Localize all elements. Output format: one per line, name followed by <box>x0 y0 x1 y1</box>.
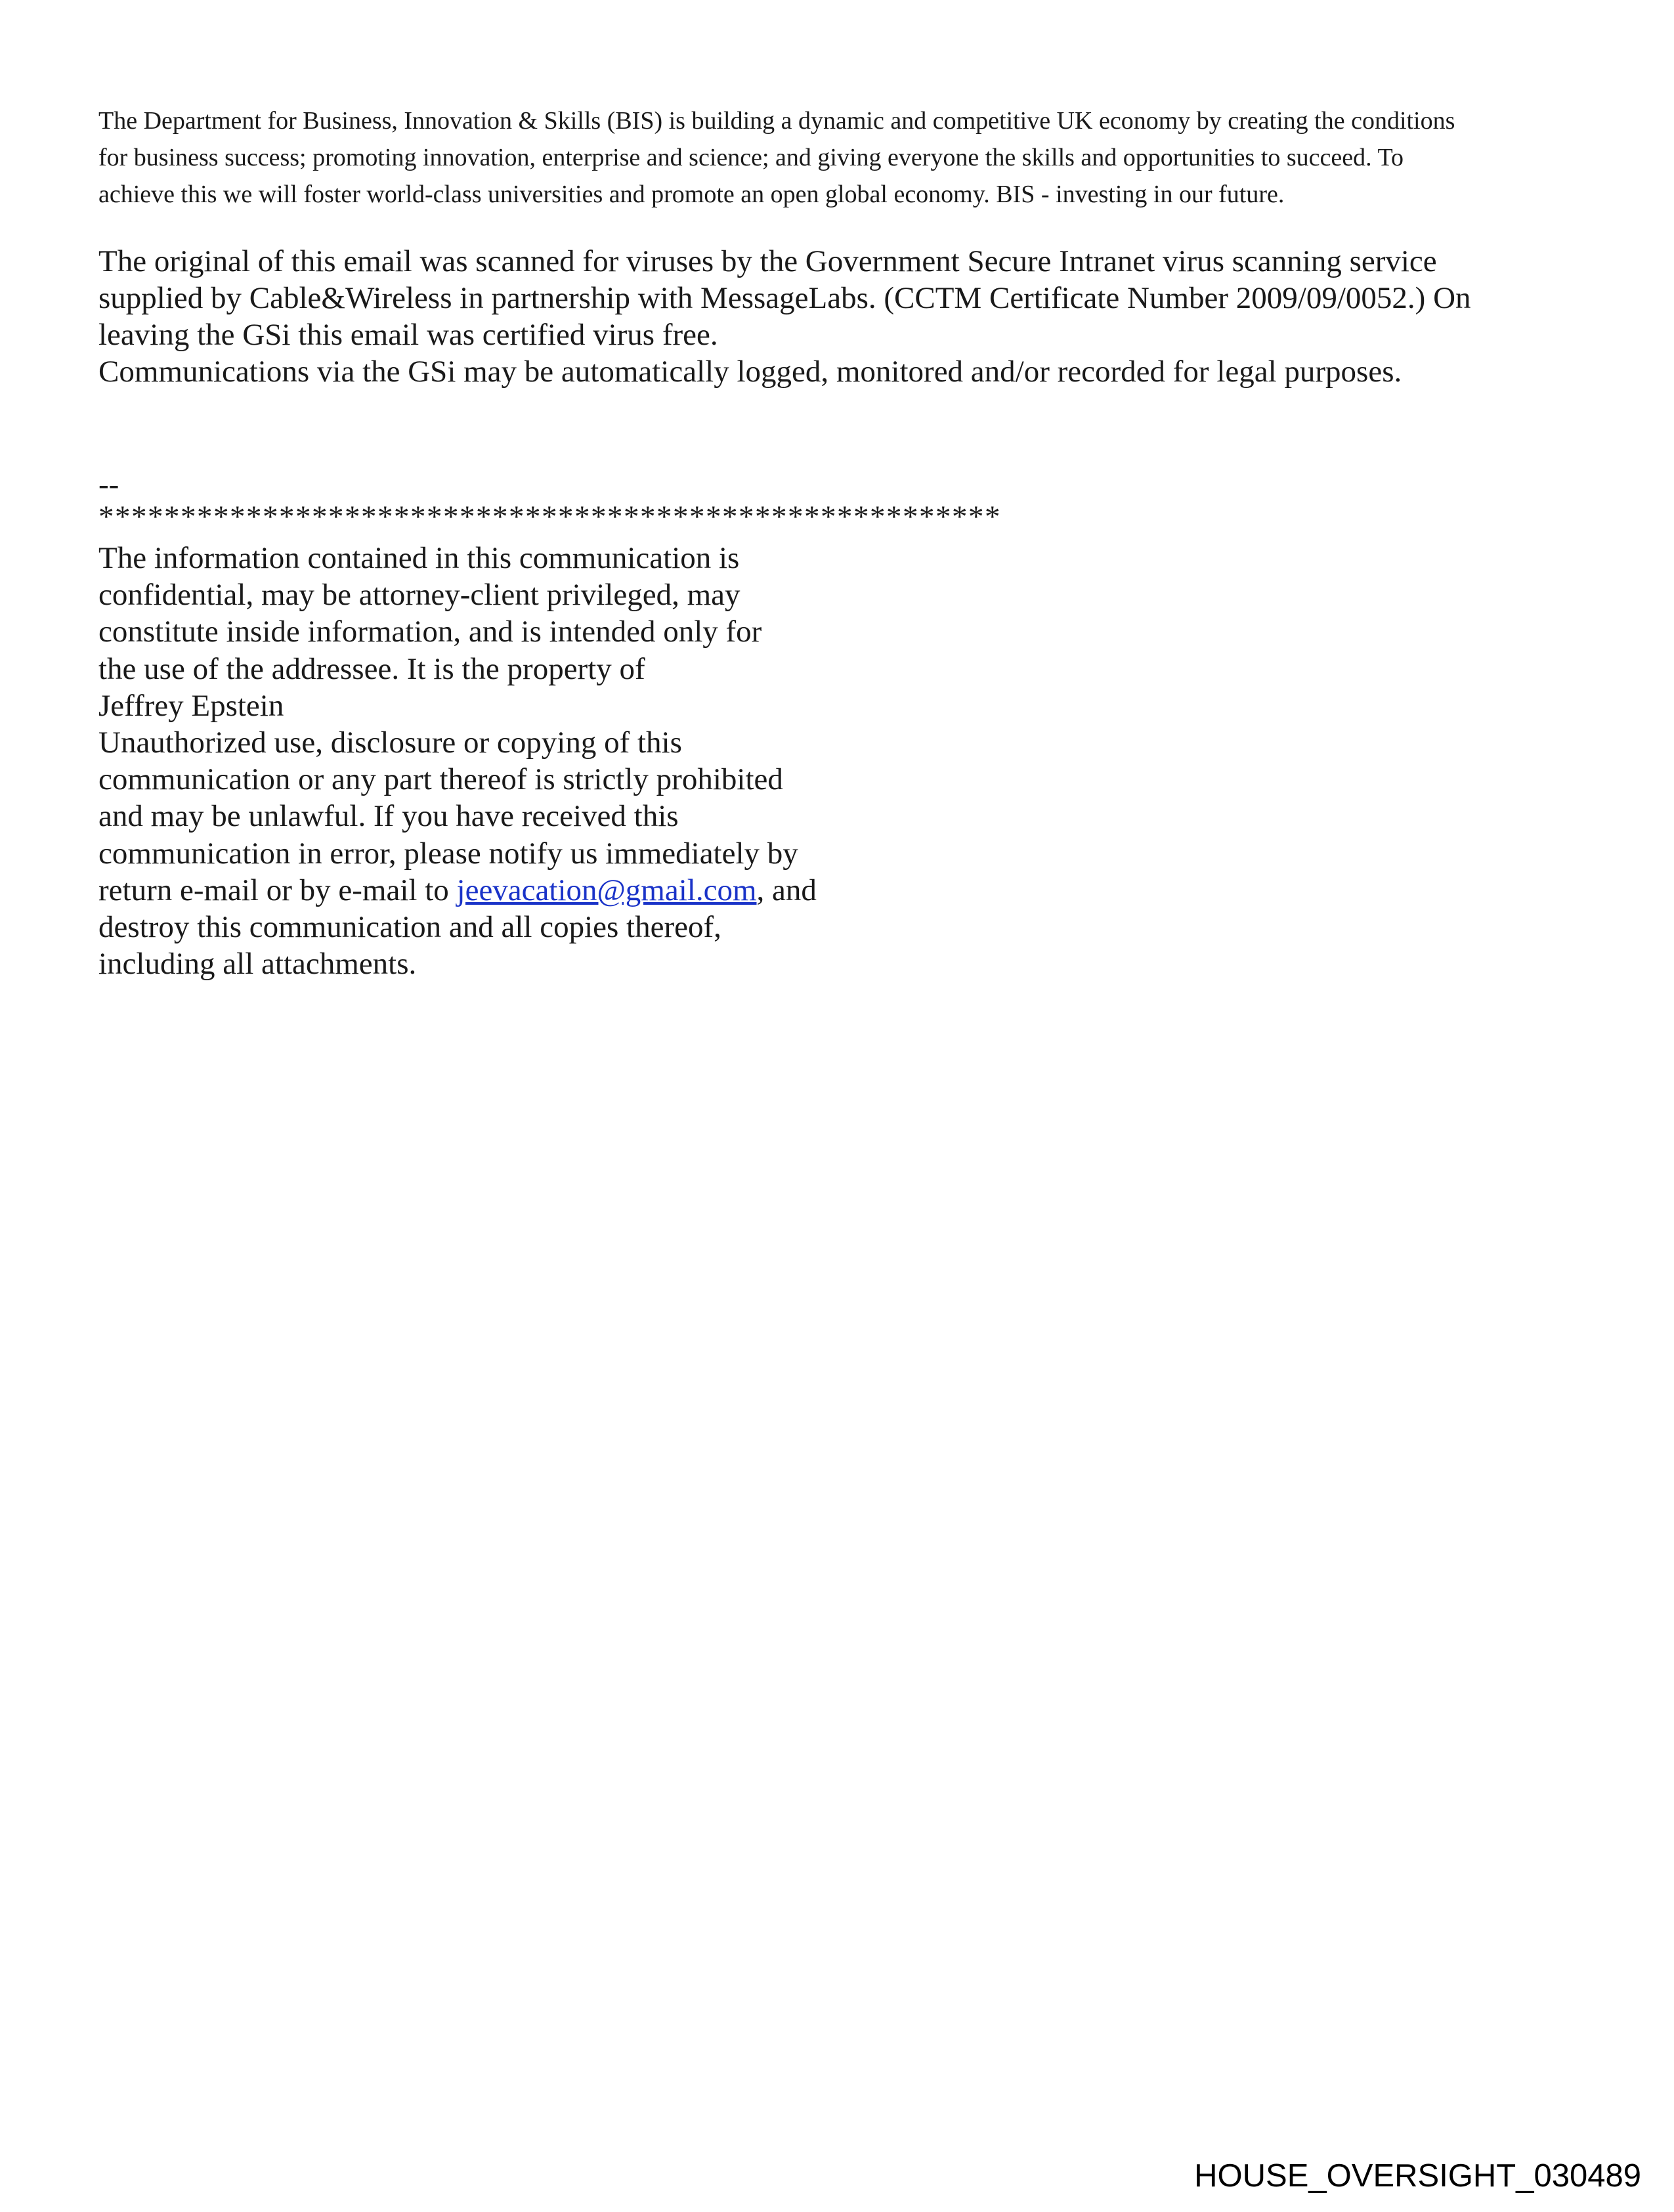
email-link[interactable]: jeevacation@gmail.com <box>456 873 757 907</box>
confidentiality-line: communication in error, please notify us immediately by <box>98 836 798 871</box>
virus-scan-notice <box>98 243 1589 390</box>
bis-disclaimer-line: The Department for Business, Innovation & Skills (BIS) is building a dynamic and competitive UK economy by creating the conditions <box>98 107 1455 135</box>
virus-scan-line: supplied by Cable&Wireless in partnership with MessageLabs. (CCTM Certificate Number 2009/09/0052.) On <box>98 281 1471 315</box>
confidentiality-line: confidential, may be attorney-client privileged, may <box>98 578 740 613</box>
virus-scan-line: leaving the GSi this email was certified virus free. <box>98 318 718 352</box>
bis-disclaimer-line: for business success; promoting innovation, enterprise and science; and giving everyone the skills and opportunities to succeed. To <box>98 144 1404 171</box>
confidentiality-line: destroy this communication and all copies thereof, <box>98 910 721 945</box>
confidentiality-notice <box>98 540 1018 982</box>
owner-name: Jeffrey Epstein <box>98 688 284 723</box>
confidentiality-line: including all attachments. <box>98 947 417 982</box>
return-email-prefix: return e-mail or by e-mail to <box>98 873 457 907</box>
asterisk-divider: ******************************************************* <box>98 500 1001 534</box>
return-email-suffix: , and <box>756 873 817 907</box>
confidentiality-line: and may be unlawful. If you have received this <box>98 799 679 834</box>
signature-dash: -- <box>98 467 119 502</box>
confidentiality-line: communication or any part thereof is strictly prohibited <box>98 762 783 797</box>
virus-scan-line: The original of this email was scanned for viruses by the Government Secure Intranet virus scanning service <box>98 244 1437 278</box>
confidentiality-line: constitute inside information, and is intended only for <box>98 615 762 649</box>
confidentiality-line: the use of the addressee. It is the property of <box>98 651 645 686</box>
confidentiality-line: The information contained in this communication is <box>98 541 740 575</box>
return-email-line <box>98 872 1018 909</box>
bis-disclaimer-line: achieve this we will foster world-class universities and promote an open global economy. BIS - investing in our future. <box>98 181 1285 208</box>
virus-scan-line: Communications via the GSi may be automatically logged, monitored and/or recorded for legal purposes. <box>98 355 1402 389</box>
bates-number: HOUSE_OVERSIGHT_030489 <box>1194 2158 1641 2194</box>
confidentiality-line: Unauthorized use, disclosure or copying of this <box>98 726 682 760</box>
bis-disclaimer <box>98 102 1589 213</box>
